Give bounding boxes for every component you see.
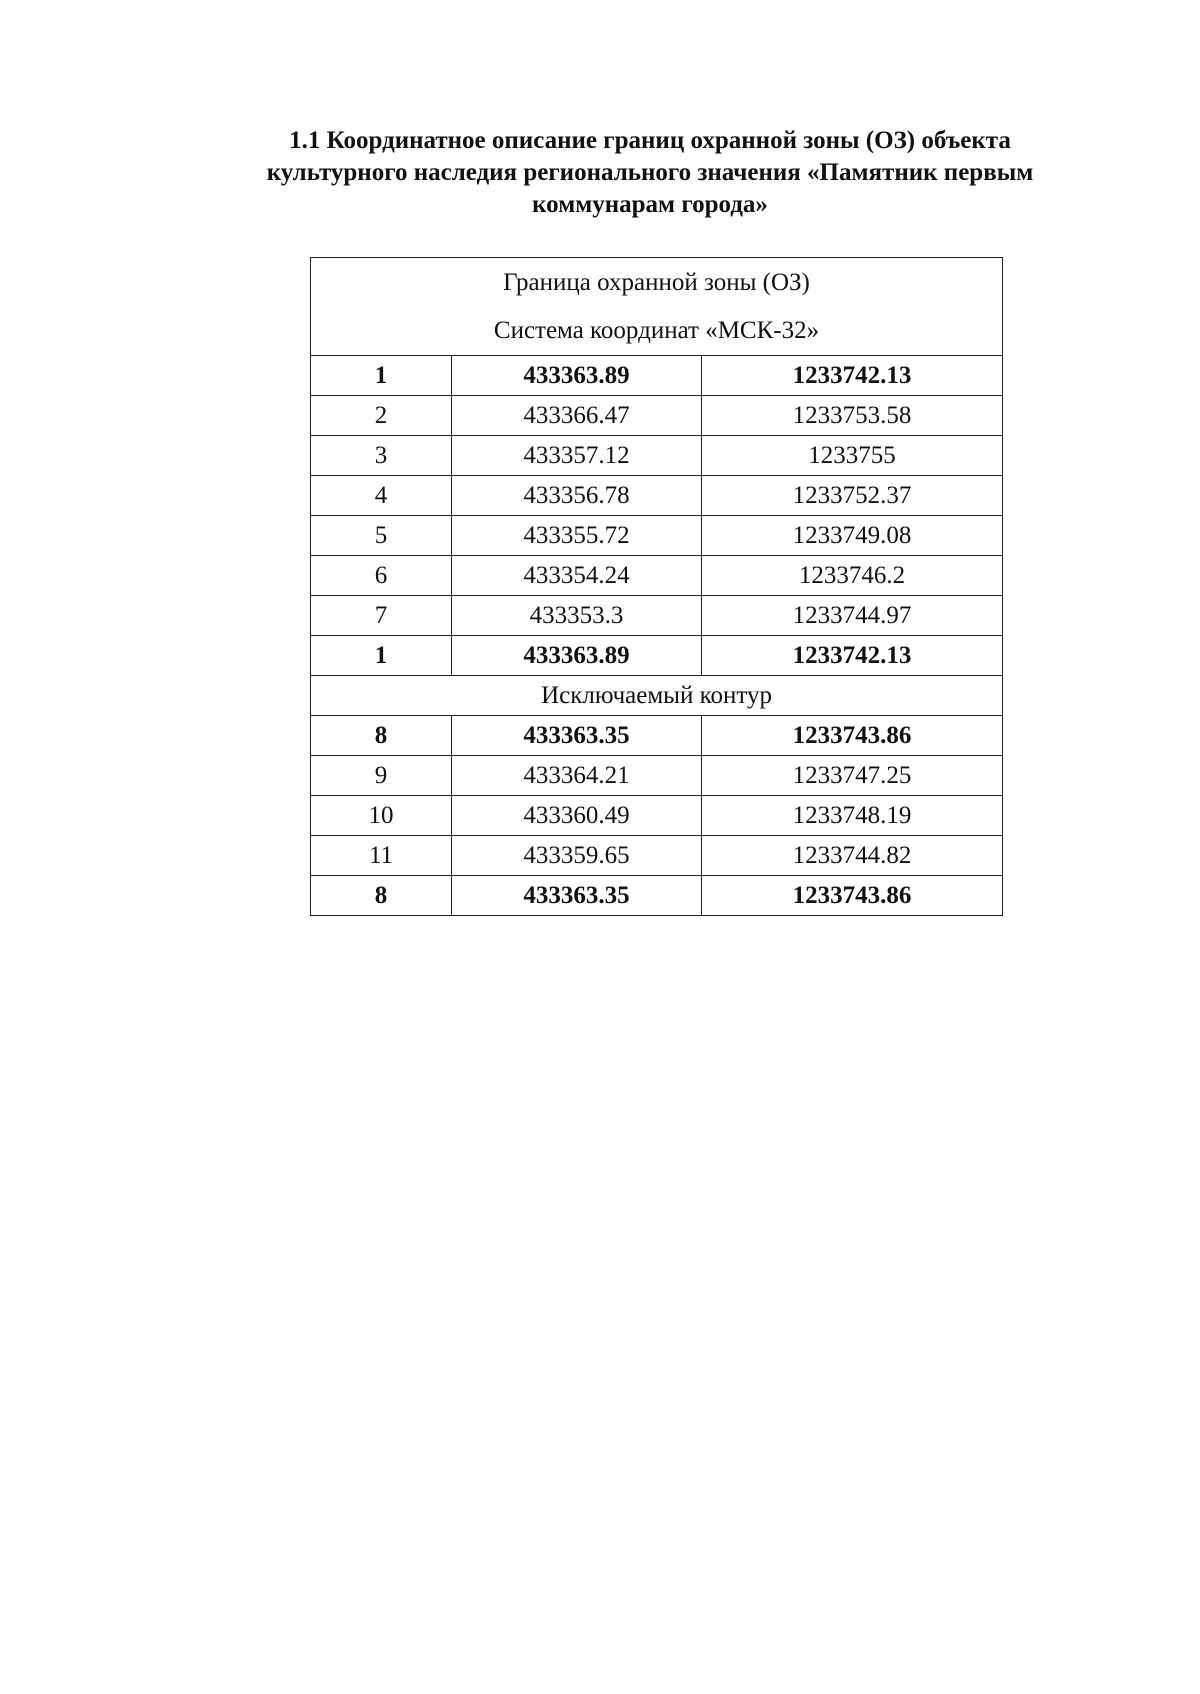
y-coordinate-cell: 1233746.2 [702,556,1003,596]
point-number-cell: 2 [311,396,452,436]
table-header-row [311,258,1003,356]
table-row [311,716,1003,756]
y-coordinate-cell: 1233744.97 [702,596,1003,636]
table-row [311,396,1003,436]
x-coordinate-cell: 433355.72 [452,516,702,556]
point-number-cell: 9 [311,756,452,796]
coordinates-table-body [311,258,1003,916]
point-number-cell: 11 [311,836,452,876]
excluded-contour-row [311,676,1003,716]
x-coordinate-cell: 433356.78 [452,476,702,516]
point-number-cell: 8 [311,716,452,756]
table-row [311,596,1003,636]
table-row [311,356,1003,396]
coordinates-table [310,257,1003,916]
point-number-cell: 3 [311,436,452,476]
point-number-cell: 7 [311,596,452,636]
table-row [311,756,1003,796]
x-coordinate-cell: 433363.89 [452,356,702,396]
point-number-cell: 8 [311,876,452,916]
y-coordinate-cell: 1233749.08 [702,516,1003,556]
y-coordinate-cell: 1233755 [702,436,1003,476]
zone-boundary-heading: Граница охранной зоны (ОЗ) [503,268,810,296]
point-number-cell: 1 [311,356,452,396]
x-coordinate-cell: 433353.3 [452,596,702,636]
y-coordinate-cell: 1233742.13 [702,356,1003,396]
table-row [311,636,1003,676]
point-number-cell: 5 [311,516,452,556]
x-coordinate-cell: 433357.12 [452,436,702,476]
y-coordinate-cell: 1233747.25 [702,756,1003,796]
table-header-cell [311,258,1003,356]
x-coordinate-cell: 433363.89 [452,636,702,676]
coordinate-system-heading: Система координат «МСК-32» [493,316,820,344]
table-row [311,876,1003,916]
point-number-cell: 10 [311,796,452,836]
x-coordinate-cell: 433363.35 [452,716,702,756]
x-coordinate-cell: 433366.47 [452,396,702,436]
excluded-contour-label: Исключаемый контур [311,676,1003,716]
y-coordinate-cell: 1233743.86 [702,876,1003,916]
y-coordinate-cell: 1233748.19 [702,796,1003,836]
x-coordinate-cell: 433364.21 [452,756,702,796]
title-line: коммунарам города» [532,191,768,218]
point-number-cell: 4 [311,476,452,516]
table-row [311,476,1003,516]
y-coordinate-cell: 1233742.13 [702,636,1003,676]
x-coordinate-cell: 433360.49 [452,796,702,836]
table-row [311,836,1003,876]
y-coordinate-cell: 1233753.58 [702,396,1003,436]
x-coordinate-cell: 433363.35 [452,876,702,916]
document-title [200,125,1100,221]
x-coordinate-cell: 433359.65 [452,836,702,876]
y-coordinate-cell: 1233752.37 [702,476,1003,516]
table-row [311,516,1003,556]
x-coordinate-cell: 433354.24 [452,556,702,596]
table-row [311,556,1003,596]
point-number-cell: 6 [311,556,452,596]
title-line: культурного наследия регионального значения «Памятник первым [266,159,1034,186]
table-row [311,796,1003,836]
y-coordinate-cell: 1233743.86 [702,716,1003,756]
table-row [311,436,1003,476]
y-coordinate-cell: 1233744.82 [702,836,1003,876]
point-number-cell: 1 [311,636,452,676]
title-line: 1.1 Координатное описание границ охранной зоны (ОЗ) объекта [289,127,1011,154]
